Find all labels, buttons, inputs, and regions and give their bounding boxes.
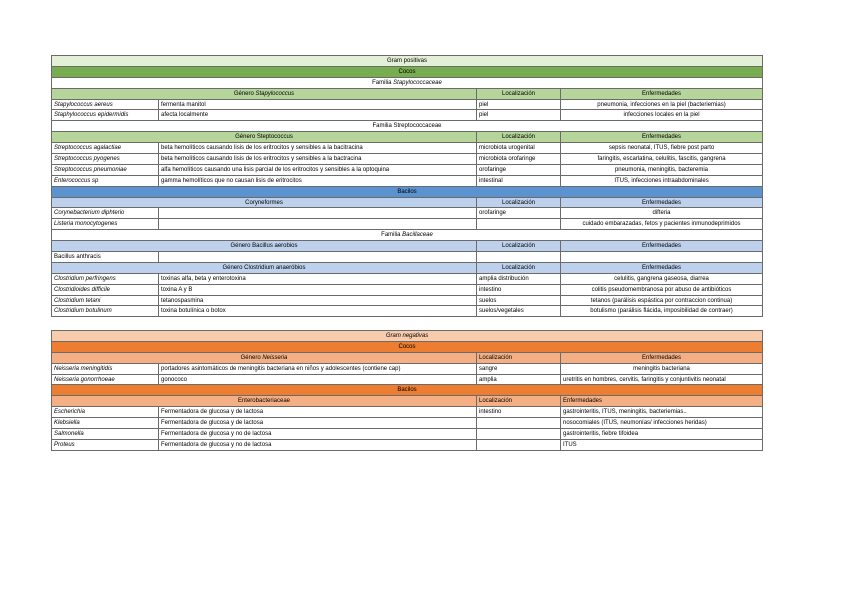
- coryne-header-row: [52, 197, 763, 208]
- table-row: [52, 273, 763, 284]
- species-description: [159, 208, 477, 219]
- species-name: Clostridioides difficile: [52, 284, 159, 295]
- genus-bacillus-header: Género Bacillus aerobios: [52, 241, 477, 252]
- table-row: [52, 99, 763, 110]
- table-row: [52, 175, 763, 186]
- species-name: Listeria monocytogenes: [52, 219, 159, 230]
- species-name: Clostridium tetani: [52, 295, 159, 306]
- genus-strep-header-row: [52, 132, 763, 143]
- disease-header: Enfermedades: [561, 197, 763, 208]
- family-strep-row: [52, 121, 763, 132]
- species-description: gamma hemolíticos que no causan lisis de eritrocitos: [159, 175, 477, 186]
- species-name: Bacillus anthracis: [52, 252, 159, 263]
- species-disease: celulitis, gangrena gaseosa, diarrea: [561, 273, 763, 284]
- species-description: toxina A y B: [159, 284, 477, 295]
- species-description: toxinas alfa, beta y enterotoxina: [159, 273, 477, 284]
- species-description: afecta localmente: [159, 110, 477, 121]
- species-location: amplia: [477, 374, 561, 385]
- species-location: [477, 252, 561, 263]
- table-row: [52, 374, 763, 385]
- family-staph-label: [52, 77, 763, 88]
- gram-positive-title-row: [52, 56, 763, 67]
- species-disease: cuidado embarazadas, fetos y pacientes inmunodeprimidos: [561, 219, 763, 230]
- entero-header-row: [52, 396, 763, 407]
- species-disease: infecciones locales en la piel: [561, 110, 763, 121]
- gram-positive-title: Gram positivas: [52, 56, 763, 67]
- disease-header: Enfermedades: [561, 88, 763, 99]
- species-location: orofaringe: [477, 164, 561, 175]
- entero-header: Enterobacteriaceae: [52, 396, 477, 407]
- species-name: Proteus: [52, 439, 159, 450]
- gram-positive-table: [51, 55, 763, 317]
- table-row: [52, 252, 763, 263]
- bacilos-band-row: [52, 385, 763, 396]
- species-location: microbiota orofaringe: [477, 154, 561, 165]
- species-description: Fermentadora de glucosa y de lactosa: [159, 418, 477, 429]
- table-row: [52, 284, 763, 295]
- species-disease: tetanos (parálisis espástica por contraccion continua): [561, 295, 763, 306]
- family-prefix: Familia: [372, 79, 394, 86]
- genus-name: Stapylococcus: [255, 90, 295, 97]
- bacilos-band-row: [52, 186, 763, 197]
- genus-name: Neisseria: [262, 354, 288, 361]
- species-description: tetanospasmina: [159, 295, 477, 306]
- location-header: Localización: [477, 132, 561, 143]
- genus-staph-header-row: [52, 88, 763, 99]
- gram-negative-title-row: [52, 331, 763, 342]
- species-name: Neisseria meningitidis: [52, 363, 159, 374]
- genus-neisseria-header-row: [52, 352, 763, 363]
- species-description: beta hemolíticos causando lisis de los eritrocitos y sensibles a la bactracina: [159, 154, 477, 165]
- species-name: Stapylococcus aereus: [52, 99, 159, 110]
- species-description: alfa hemolíticos causando una lisis parcial de los eritrocitos y sensibles a la optoquina: [159, 164, 477, 175]
- species-description: toxina botulínica o botox: [159, 306, 477, 317]
- table-row: [52, 143, 763, 154]
- family-name: Bacillaceae: [402, 232, 433, 239]
- species-disease: nosocomiales (ITUS, neumonías/ infecciones heridas): [561, 418, 763, 429]
- species-description: beta hemolíticos causando lisis de los eritrocitos y sensibles a la bacitracina: [159, 143, 477, 154]
- table-row: [52, 407, 763, 418]
- table-row: [52, 306, 763, 317]
- table-row: [52, 418, 763, 429]
- species-location: [477, 429, 561, 440]
- species-name: Enterococcus sp: [52, 175, 159, 186]
- species-description: Fermentadora de glucosa y no de lactosa: [159, 439, 477, 450]
- location-header: Localización: [477, 241, 561, 252]
- species-disease: [561, 252, 763, 263]
- species-location: intestino: [477, 284, 561, 295]
- species-disease: pneumonia, infecciones en la piel (bacteriemias): [561, 99, 763, 110]
- genus-strep-header: Género Steptococcus: [52, 132, 477, 143]
- table-row: [52, 164, 763, 175]
- species-disease: sepsis neonatal, ITUS, fiebre post parto: [561, 143, 763, 154]
- species-description: Fermentadora de glucosa y no de lactosa: [159, 429, 477, 440]
- species-disease: botulismo (parálisis flácida, imposibilidad de contraer): [561, 306, 763, 317]
- species-disease: faringitis, escarlatina, celulitis, fascitis, gangrena: [561, 154, 763, 165]
- species-location: amplia distribución: [477, 273, 561, 284]
- family-strep-label: Familia Streptococcaceae: [52, 121, 763, 132]
- table-row: [52, 110, 763, 121]
- species-disease: ITUS, infecciones intraabdominales: [561, 175, 763, 186]
- species-disease: gastrointeritis, fiebre tifoidea: [561, 429, 763, 440]
- location-header: Localización: [477, 262, 561, 273]
- family-name: Stapylococcaceae: [393, 79, 442, 86]
- genus-clostridium-header: Género Clostridium anaeróbios: [52, 262, 477, 273]
- species-description: Fermentadora de glucosa y de lactosa: [159, 407, 477, 418]
- family-bacill-label: [52, 230, 763, 241]
- species-location: intestino: [477, 407, 561, 418]
- table-row: [52, 429, 763, 440]
- species-description: portadores asintomáticos de meningitis bacteriana en niños y adolescentes (contiene cap): [159, 363, 477, 374]
- disease-header: Enfermedades: [561, 396, 763, 407]
- species-location: intestinal: [477, 175, 561, 186]
- species-description: fermenta manitol: [159, 99, 477, 110]
- location-header: Localización: [477, 396, 561, 407]
- disease-header: Enfermedades: [561, 132, 763, 143]
- species-location: piel: [477, 110, 561, 121]
- species-description: gonococo: [159, 374, 477, 385]
- genus-prefix: Género: [233, 90, 256, 97]
- species-location: microbiota urogenital: [477, 143, 561, 154]
- species-location: [477, 418, 561, 429]
- table-row: [52, 439, 763, 450]
- species-name: Escherichia: [52, 407, 159, 418]
- table-row: [52, 208, 763, 219]
- species-location: suelos/vegetales: [477, 306, 561, 317]
- genus-prefix: Género: [240, 354, 263, 361]
- disease-header: Enfermedades: [561, 352, 763, 363]
- cocos-band: Cocos: [52, 341, 763, 352]
- cocos-band-row: [52, 341, 763, 352]
- disease-header: Enfermedades: [561, 241, 763, 252]
- genus-neisseria-header: [52, 352, 477, 363]
- family-bacill-row: [52, 230, 763, 241]
- location-header: Localización: [477, 352, 561, 363]
- species-name: Streptococcus agalactiae: [52, 143, 159, 154]
- species-name: Streptococcus pyogenes: [52, 154, 159, 165]
- species-disease: meningitis bacteriana: [561, 363, 763, 374]
- location-header: Localización: [477, 88, 561, 99]
- family-staph-row: [52, 77, 763, 88]
- species-disease: ITUS: [561, 439, 763, 450]
- species-location: [477, 439, 561, 450]
- species-name: Clostridium botulinum: [52, 306, 159, 317]
- species-disease: difteria: [561, 208, 763, 219]
- species-disease: uretritis en hombres, cervitis, faringitis y conjuntivitis neonatal: [561, 374, 763, 385]
- species-location: [477, 219, 561, 230]
- bacilos-band: Bacilos: [52, 385, 763, 396]
- species-location: suelos: [477, 295, 561, 306]
- species-location: orofaringe: [477, 208, 561, 219]
- species-location: sangre: [477, 363, 561, 374]
- cocos-band: Cocos: [52, 66, 763, 77]
- genus-staph-header: [52, 88, 477, 99]
- genus-bacillus-header-row: [52, 241, 763, 252]
- location-header: Localización: [477, 197, 561, 208]
- species-disease: gastrointeritis, ITUS, meningitis, bacteriemias..: [561, 407, 763, 418]
- gram-negative-table: [51, 330, 763, 451]
- species-name: Neisseria gonorrhoeae: [52, 374, 159, 385]
- cocos-band-row: [52, 66, 763, 77]
- table-row: [52, 154, 763, 165]
- species-name: Corynebacterium diphterio: [52, 208, 159, 219]
- species-location: piel: [477, 99, 561, 110]
- disease-header: Enfermedades: [561, 262, 763, 273]
- species-name: Klebsiella: [52, 418, 159, 429]
- species-description: [159, 252, 477, 263]
- genus-clostridium-header-row: [52, 262, 763, 273]
- species-disease: colitis pseudomembranosa por abuso de antibióticos: [561, 284, 763, 295]
- species-disease: pneumonia, meningitis, bacteremia: [561, 164, 763, 175]
- species-name: Staphylococcus epidermidis: [52, 110, 159, 121]
- table-row: [52, 219, 763, 230]
- bacilos-band: Bacilos: [52, 186, 763, 197]
- family-prefix: Familia: [381, 232, 403, 239]
- species-description: [159, 219, 477, 230]
- coryne-header: Coryneformes: [52, 197, 477, 208]
- gram-negative-title: Gram negativas: [52, 331, 763, 342]
- table-row: [52, 363, 763, 374]
- species-name: Clostridium perfringens: [52, 273, 159, 284]
- table-row: [52, 295, 763, 306]
- species-name: Salmonella: [52, 429, 159, 440]
- species-name: Streptococcus pneumoniae: [52, 164, 159, 175]
